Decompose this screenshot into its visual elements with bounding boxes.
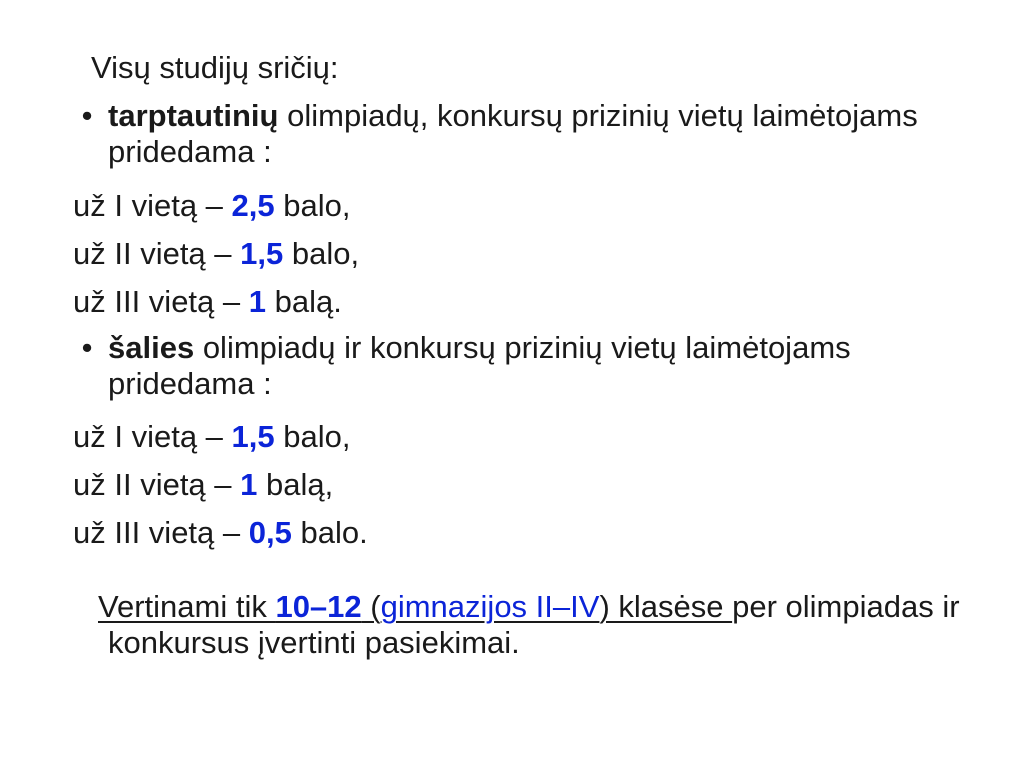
bullet-international-rest: olimpiadų, konkursų prizinių vietų laimėtojams pridedama :: [108, 98, 918, 169]
place-prefix: už III vietą –: [73, 284, 249, 319]
note-part4: per olimpiadas ir konkursus įvertinti pasiekimai.: [108, 589, 960, 660]
note-part3: ) klasėse: [599, 589, 733, 624]
place-suffix: balą,: [257, 467, 334, 502]
place-prefix: už III vietą –: [73, 515, 249, 550]
note-part2: (: [361, 589, 381, 624]
place-value: 0,5: [248, 515, 292, 550]
place-suffix: balo,: [274, 188, 351, 223]
note-underlined: [98, 589, 732, 624]
note-part1: Vertinami tik: [98, 589, 276, 624]
evaluation-note: [73, 589, 988, 661]
bullet-dot: •: [81, 330, 93, 365]
place-prefix: už I vietą –: [73, 419, 232, 454]
place-suffix: balo,: [274, 419, 351, 454]
bullet-international: [73, 98, 953, 170]
slide-heading: Visų studijų sričių:: [91, 50, 339, 85]
place-value: 1: [240, 467, 258, 502]
place-suffix: balo,: [283, 236, 360, 271]
international-place-2: [73, 236, 359, 272]
bullet-national-rest: olimpiadų ir konkursų prizinių vietų laimėtojams pridedama :: [108, 330, 851, 401]
bullet-international-keyword: tarptautinių: [108, 98, 279, 133]
national-place-1: [73, 419, 350, 455]
place-value: 1: [248, 284, 267, 319]
place-value: 2,5: [231, 188, 275, 223]
bullet-national-keyword: šalies: [108, 330, 195, 365]
note-gymnasium: gimnazijos II–IV: [380, 589, 600, 624]
place-prefix: už II vietą –: [73, 467, 241, 502]
bullet-national: [73, 330, 953, 402]
place-prefix: už II vietą –: [73, 236, 241, 271]
place-value: 1,5: [240, 236, 284, 271]
place-suffix: balą.: [266, 284, 342, 319]
place-value: 1,5: [231, 419, 275, 454]
bullet-international-text: [108, 98, 953, 170]
bullet-dot: •: [81, 98, 93, 133]
bullet-national-text: [108, 330, 953, 402]
note-grades: 10–12: [275, 589, 362, 624]
international-place-1: [73, 188, 350, 224]
place-prefix: už I vietą –: [73, 188, 232, 223]
international-place-3: [73, 284, 342, 320]
national-place-2: [73, 467, 333, 503]
national-place-3: [73, 515, 368, 551]
place-suffix: balo.: [291, 515, 368, 550]
